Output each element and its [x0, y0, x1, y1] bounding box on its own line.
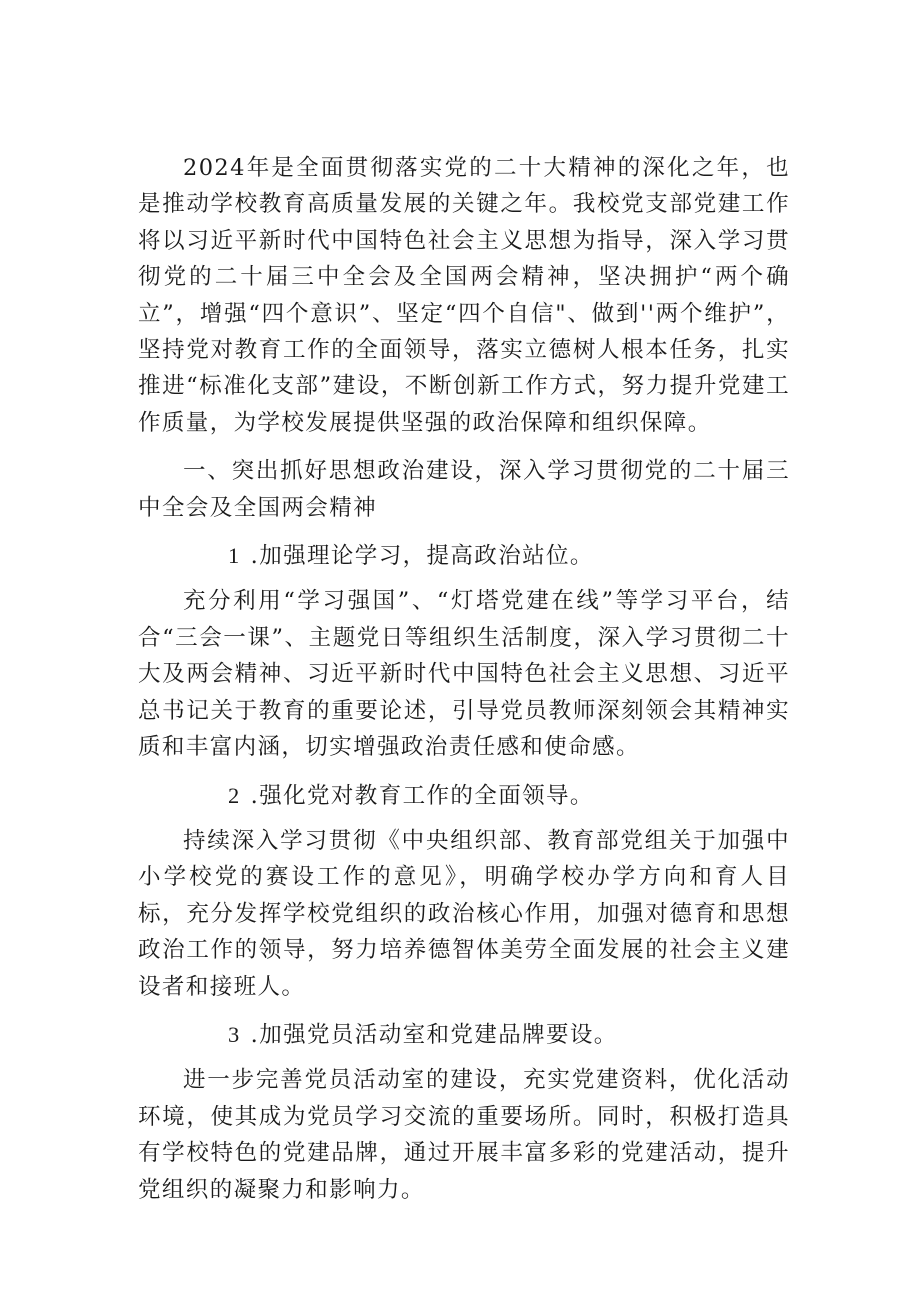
item-3-body: 进一步完善党员活动室的建设，充实党建资料，优化活动环境，使其成为党员学习交流的重要场所。同时，积极打造具有学校特色的党建品牌，通过开展丰富多彩的党建活动，提升党组织的凝聚力和影响力。 — [138, 1067, 790, 1203]
item-3-title: .加强党员活动室和党建品牌要设。 — [250, 1021, 618, 1048]
item-2-number: 2 — [228, 782, 241, 808]
intro-paragraph: 2024年是全面贯彻落实党的二十大精神的深化之年，也是推动学校教育高质量发展的关键之年。我校党支部党建工作将以习近平新时代中国特色社会主义思想为指导，深入学习贯彻党的二十届三中全会及全国两会精神，坚决拥护“两个确立”，增强“四个意识”、坚定“四个自信"、做到''两个维护”，坚持党对教育工作的全面领导，落实立德树人根本任务，扎实推进“标准化支部”建设，不断创新工作方式，努力提升党建工作质量，为学校发展提供坚强的政治保障和组织保障。 — [138, 155, 790, 436]
item-1-body: 充分利用“学习强国”、“灯塔党建在线”等学习平台，结合“三会一课”、主题党日等组织生活制度，深入学习贯彻二十大及两会精神、习近平新时代中国特色社会主义思想、习近平总书记关于教育的重要论述，引导党员教师深刻领会其精神实质和丰富内涵，切实增强政治责任感和使命感。 — [138, 588, 790, 761]
section-1-heading: 一、突出抓好思想政治建设，深入学习贯彻党的二十届三中全会及全国两会精神 — [138, 458, 790, 521]
item-1-number: 1 — [228, 543, 241, 569]
item-3-number: 3 — [228, 1021, 241, 1047]
item-3-heading — [138, 1017, 790, 1053]
item-2-body: 持续深入学习贯彻《中央组织部、教育部党组关于加强中小学校党的赛设工作的意见》，明确学校办学方向和育人目标，充分发挥学校党组织的政治核心作用，加强对德育和思想政治工作的领导，努力培养德智体美劳全面发展的社会主义建设者和接班人。 — [138, 827, 790, 1000]
item-2-title: .强化党对教育工作的全面领导。 — [250, 782, 594, 809]
item-1-title: .加强理论学习，提高政治站位。 — [250, 543, 594, 570]
item-2-heading — [138, 778, 790, 814]
item-1-heading — [138, 538, 790, 574]
document-body — [138, 150, 790, 1208]
